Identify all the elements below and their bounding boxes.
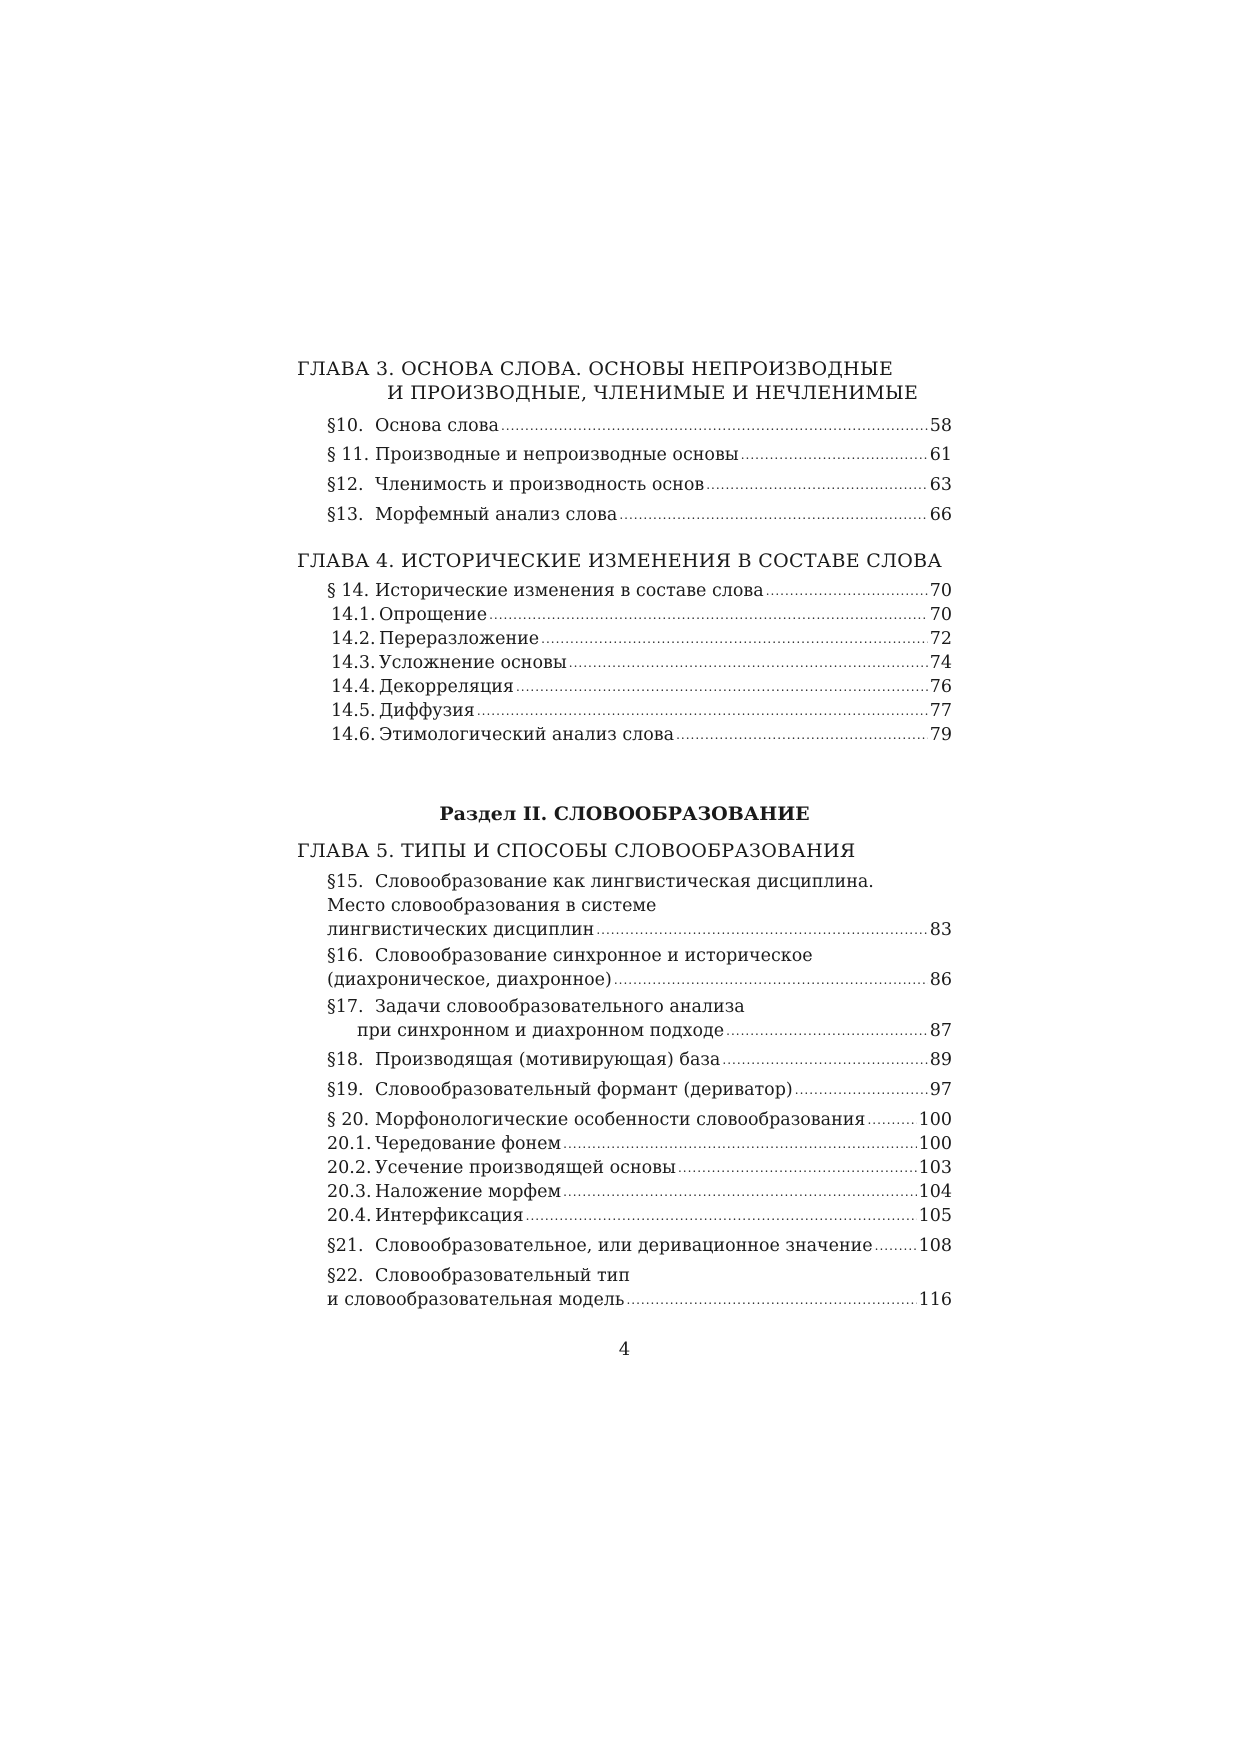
leader-dots (541, 626, 928, 651)
entry-number: 14.2. (331, 629, 376, 649)
entry-title-line2: Место словообразования в системе (327, 896, 657, 916)
leader-dots (526, 1203, 917, 1228)
entry-number: 14.5. (331, 701, 376, 721)
chapter-3-line2: И ПРОИЗВОДНЫЕ, ЧЛЕНИМЫЕ И НЕЧЛЕНИМЫЕ (387, 382, 919, 404)
toc-entry-21[interactable] (327, 1234, 952, 1259)
leader-dots (501, 413, 928, 438)
leader-dots (875, 1233, 917, 1258)
entry-title-line2: (диахроническое, диахронное) (327, 970, 612, 990)
entry-number: 20.4. (327, 1206, 372, 1226)
entry-page: 97 (929, 1080, 952, 1100)
entry-title: Усложнение основы (379, 653, 567, 673)
entry-title: Наложение морфем (375, 1182, 562, 1202)
chapter-5-heading (297, 839, 856, 863)
entry-number: §21. (327, 1236, 364, 1256)
entry-title: Словообразовательное, или деривационное значение (375, 1236, 873, 1256)
entry-title-line2: и словообразовательная модель (327, 1290, 625, 1310)
leader-dots (722, 1047, 927, 1072)
entry-page: 104 (918, 1182, 952, 1202)
toc-entry-16[interactable] (327, 944, 952, 993)
toc-subentry[interactable] (327, 1204, 952, 1229)
leader-dots (477, 698, 928, 723)
page-number: 4 (618, 1339, 631, 1360)
leader-dots (726, 1018, 928, 1043)
entry-title: Производные и непроизводные основы (375, 445, 739, 465)
entry-page: 89 (929, 1050, 952, 1070)
leader-dots (706, 472, 928, 497)
entry-title: Переразложение (379, 629, 540, 649)
entry-title: Членимость и производность основ (375, 475, 705, 495)
leader-dots (678, 1155, 917, 1180)
toc-subentry[interactable] (331, 675, 952, 700)
entry-page: 72 (929, 629, 952, 649)
entry-number: §15. (327, 872, 364, 892)
entry-page: 100 (918, 1110, 952, 1130)
toc-subentry[interactable] (331, 723, 952, 748)
leader-dots (596, 917, 927, 942)
entry-title: Усечение производящей основы (375, 1158, 676, 1178)
entry-page: 66 (929, 505, 952, 525)
entry-number: § 20. (327, 1110, 370, 1130)
section-heading: Раздел II. СЛОВООБРАЗОВАНИЕ (439, 803, 810, 825)
toc-entry-17[interactable] (327, 995, 952, 1044)
entry-page: 74 (929, 653, 952, 673)
entry-number: §12. (327, 475, 364, 495)
leader-dots (766, 578, 928, 603)
entry-page: 70 (929, 605, 952, 625)
chapter-3-heading (297, 357, 918, 405)
entry-title-line2: при синхронном и диахронном подходе (357, 1021, 725, 1041)
entry-title: Чередование фонем (375, 1134, 562, 1154)
toc-subentry[interactable] (331, 627, 952, 652)
entry-number: 20.3. (327, 1182, 372, 1202)
entry-number: 20.2. (327, 1158, 372, 1178)
entry-number: §16. (327, 946, 364, 966)
chapter-4-heading (297, 549, 942, 573)
leader-dots (619, 502, 927, 527)
toc-subentry[interactable] (327, 1132, 952, 1157)
leader-dots (563, 1179, 917, 1204)
entry-page: 58 (929, 416, 952, 436)
entry-title: Этимологический анализ слова (379, 725, 675, 745)
entry-page: 87 (929, 1021, 952, 1041)
entry-number: 14.6. (331, 725, 376, 745)
entry-page: 76 (929, 677, 952, 697)
chapter-3-line1: ГЛАВА 3. ОСНОВА СЛОВА. ОСНОВЫ НЕПРОИЗВОДНЫЕ (297, 358, 894, 380)
entry-title: Основа слова (375, 416, 499, 436)
entry-page: 108 (918, 1236, 952, 1256)
toc-entry-14[interactable] (327, 579, 952, 604)
entry-title-line1: Словообразовательный тип (375, 1266, 631, 1286)
entry-number: §17. (327, 997, 364, 1017)
leader-dots (867, 1107, 916, 1132)
toc-entry-20[interactable] (327, 1108, 952, 1133)
leader-dots (569, 650, 928, 675)
leader-dots (795, 1077, 928, 1102)
leader-dots (676, 722, 928, 747)
toc-page (297, 0, 952, 1755)
entry-page: 100 (918, 1134, 952, 1154)
entry-number: 14.4. (331, 677, 376, 697)
entry-title: Декорреляция (379, 677, 514, 697)
leader-dots (614, 967, 928, 992)
toc-entry-10[interactable] (327, 414, 952, 439)
entry-number: § 11. (327, 445, 370, 465)
toc-entry-11[interactable] (327, 443, 952, 468)
entry-page: 86 (929, 970, 952, 990)
leader-dots (489, 602, 928, 627)
entry-number: §19. (327, 1080, 364, 1100)
toc-entry-22[interactable] (327, 1264, 952, 1313)
entry-number: 14.1. (331, 605, 376, 625)
toc-subentry[interactable] (331, 699, 952, 724)
entry-page: 79 (929, 725, 952, 745)
chapter-4-line1: ГЛАВА 4. ИСТОРИЧЕСКИЕ ИЗМЕНЕНИЯ В СОСТАВЕ СЛОВА (297, 550, 943, 572)
entry-number: §13. (327, 505, 364, 525)
entry-title: Диффузия (379, 701, 475, 721)
leader-dots (626, 1287, 916, 1312)
entry-title: Морфонологические особенности словообразования (375, 1110, 866, 1130)
entry-page: 116 (918, 1290, 952, 1310)
toc-subentry[interactable] (331, 651, 952, 676)
entry-title: Исторические изменения в составе слова (375, 581, 764, 601)
entry-page: 77 (929, 701, 952, 721)
chapter-5-line1: ГЛАВА 5. ТИПЫ И СПОСОБЫ СЛОВООБРАЗОВАНИЯ (297, 840, 856, 862)
entry-title: Морфемный анализ слова (375, 505, 618, 525)
toc-subentry[interactable] (327, 1180, 952, 1205)
toc-subentry[interactable] (331, 603, 952, 628)
entry-page: 70 (929, 581, 952, 601)
leader-dots (741, 442, 928, 467)
entry-title-line1: Задачи словообразовательного анализа (375, 997, 745, 1017)
entry-page: 63 (929, 475, 952, 495)
toc-entry-13[interactable] (327, 503, 952, 528)
entry-number: § 14. (327, 581, 370, 601)
entry-number: §10. (327, 416, 364, 436)
leader-dots (563, 1131, 916, 1156)
toc-entry-15[interactable] (327, 870, 952, 943)
entry-number: §22. (327, 1266, 364, 1286)
entry-page: 61 (929, 445, 952, 465)
entry-page: 105 (918, 1206, 952, 1226)
entry-title: Интерфиксация (375, 1206, 524, 1226)
entry-title: Опрощение (379, 605, 488, 625)
toc-entry-18[interactable] (327, 1048, 952, 1073)
entry-number: 20.1. (327, 1134, 372, 1154)
entry-number: 14.3. (331, 653, 376, 673)
entry-page: 103 (918, 1158, 952, 1178)
toc-entry-12[interactable] (327, 473, 952, 498)
toc-entry-19[interactable] (327, 1078, 952, 1103)
entry-title-line3: лингвистических дисциплин (327, 920, 595, 940)
leader-dots (516, 674, 928, 699)
entry-title: Производящая (мотивирующая) база (375, 1050, 721, 1070)
entry-number: §18. (327, 1050, 364, 1070)
entry-title: Словообразовательный формант (дериватор) (375, 1080, 793, 1100)
entry-title-line1: Словообразование как лингвистическая дисциплина. (375, 872, 874, 892)
toc-subentry[interactable] (327, 1156, 952, 1181)
entry-page: 83 (929, 920, 952, 940)
entry-title-line1: Словообразование синхронное и историческое (375, 946, 813, 966)
